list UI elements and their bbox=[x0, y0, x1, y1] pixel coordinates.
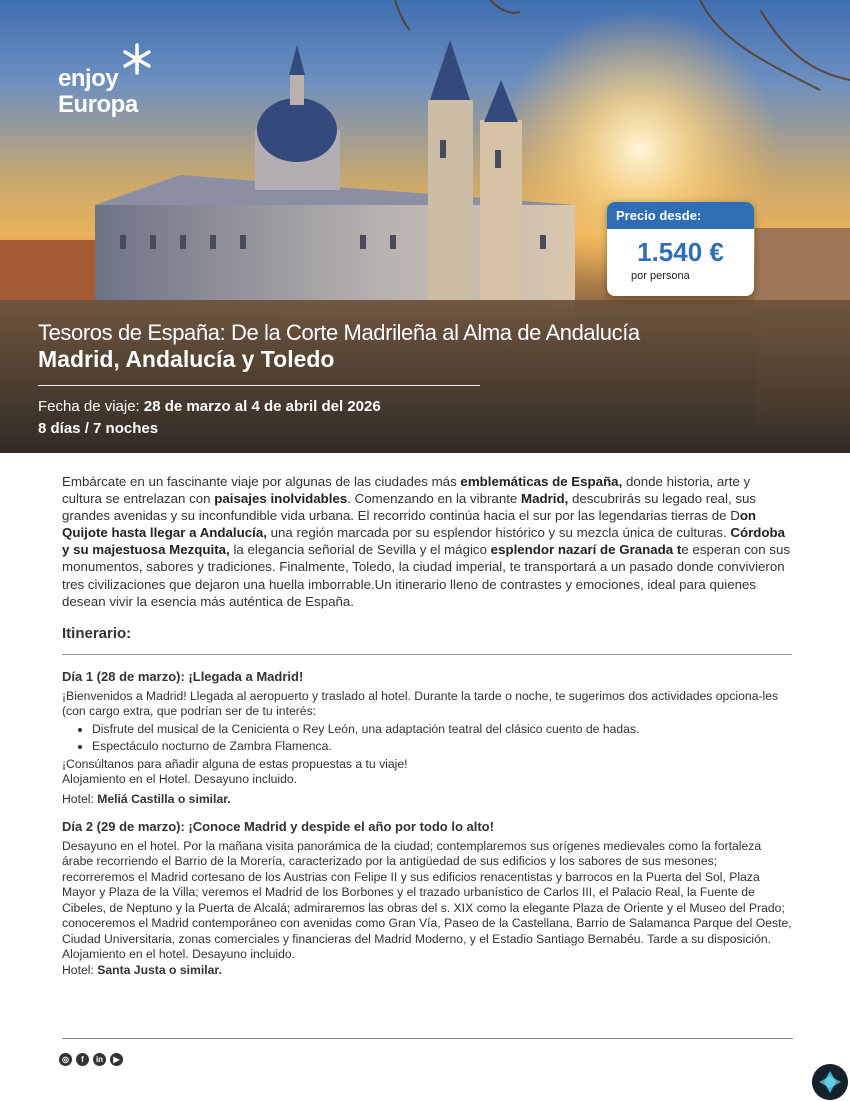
day-1-text: ¡Bienvenidos a Madrid! Llegada al aeropuerto y traslado al hotel. Durante la tarde o noche, te sugerimos dos actividades opciona-les (con cargo extra, que podrían ser de tu interés: bbox=[62, 688, 779, 718]
intro-paragraph bbox=[62, 473, 792, 610]
day-1-hotel bbox=[62, 792, 792, 808]
price-label: Precio desde: bbox=[607, 202, 754, 229]
intro-text: . Comenzando en la vibrante bbox=[347, 491, 522, 507]
hero-banner bbox=[0, 0, 850, 453]
itinerary-divider bbox=[62, 654, 792, 655]
day-2 bbox=[62, 819, 792, 978]
day-2-lodging: Alojamiento en el hotel. Desayuno incluido. bbox=[62, 947, 296, 961]
list-item: • Espectáculo nocturno de Zambra Flamenca. bbox=[92, 739, 792, 755]
price-card bbox=[607, 202, 754, 296]
day-1-lodging: Alojamiento en el Hotel. Desayuno incluido. bbox=[62, 772, 298, 786]
intro-highlight: Córdoba y su majestuosa Mezquita, bbox=[62, 525, 786, 558]
travel-date-label: Fecha de viaje: bbox=[38, 398, 144, 415]
day-1 bbox=[62, 669, 792, 807]
price-per-person: por persona bbox=[631, 270, 690, 282]
intro-text: Embárcate en un fascinante viaje por algunas de las ciudades más bbox=[62, 474, 461, 489]
trip-duration: 8 días / 7 noches bbox=[38, 420, 159, 437]
enjoy-europa-logo bbox=[58, 66, 138, 118]
app-badge-icon[interactable] bbox=[812, 1064, 848, 1100]
day-2-hotel bbox=[62, 963, 792, 979]
intro-text: descubrirás su legado real, sus grandes avenidas y su inconfundible vida urbana. El recorrido continúa hacia el sur por las legendarias tierras de D bbox=[62, 491, 757, 524]
travel-date-value: 28 de marzo al 4 de abril del 2026 bbox=[143, 398, 381, 415]
intro-text: donde historia, arte y cultura se entrelazan con bbox=[62, 474, 751, 507]
intro-highlight: esplendor nazarí de Granada t bbox=[490, 542, 682, 558]
instagram-icon[interactable]: ◎ bbox=[59, 1053, 72, 1066]
youtube-icon[interactable]: ▶ bbox=[110, 1053, 123, 1066]
facebook-icon[interactable]: f bbox=[76, 1053, 89, 1066]
day-2-title: Día 2 (29 de marzo): ¡Conoce Madrid y despide el año por todo lo alto! bbox=[62, 819, 494, 834]
day-2-text: Desayuno en el hotel. Por la mañana visita panorámica de la ciudad; contemplaremos sus orígenes medievales como la fortaleza árabe recorriendo el Barrio de la Morería, caracterizado por la antigüedad de sus edificios y los sabores de sus mesones; recorreremos el Madrid cortesano de los Austrias con Felipe II y sus edificios renacentistas y barrocos en la Puerta del Sol, Plaza Mayor y Plaza de la Villa; veremos el Madrid de los Borbones y el trazado urbanístico de Carlos III, el Palacio Real, la Fuente de Cibeles, de Neptuno y la Puerta de Alcalá; admiraremos las obras del s. XIX como la elegante Plaza de Oriente y el Museo del Prado; conoceremos el Madrid contemporáneo con avenidas como Gran Vía, Paseo de la Castellana, Barrio de Salamanca Parque del Oeste, Ciudad Universitaria, zonas comerciales y financieras del Madrid Moderno, y el Estadio Santiago Bernabéu. Tarde a su disposición. bbox=[62, 838, 792, 946]
day-1-hotel-name: Meliá Castilla o similar. bbox=[97, 791, 231, 806]
travel-date bbox=[38, 398, 381, 415]
intro-text: la elegancia señorial de Sevilla y el mágico bbox=[229, 542, 491, 558]
intro-highlight: Madrid, bbox=[521, 491, 569, 507]
intro-highlight: emblemáticas de España, bbox=[460, 474, 623, 489]
price-value: 1.540 € bbox=[637, 237, 724, 267]
intro-text: una región marcada por su esplendor histórico y su mezcla única de culturas. bbox=[266, 525, 731, 541]
trip-title: Tesoros de España: De la Corte Madrileña al Alma de Andalucía bbox=[38, 320, 640, 345]
asterisk-logo-icon bbox=[120, 42, 154, 76]
footer-divider bbox=[62, 1038, 793, 1039]
hero-divider bbox=[38, 385, 480, 386]
day-1-hotel-label: Hotel: bbox=[62, 791, 98, 806]
list-item: • Disfrute del musical de la Cenicienta o Rey León, una adaptación teatral del clásico cuento de hadas. bbox=[92, 722, 792, 738]
intro-text: e esperan con sus monumentos, sabores y tradiciones. Finalmente, Toledo, la ciudad imperial, te transportará a un pasado donde convivieron tres civilizaciones que dejaron una huella imborrable.Un itinerario lleno de contrastes y emociones, ideal para quienes desean vivir la esencia más auténtica de España. bbox=[62, 542, 790, 609]
day-2-hotel-label: Hotel: bbox=[62, 962, 98, 977]
day-1-note: ¡Consúltanos para añadir alguna de estas propuestas a tu viaje! bbox=[62, 756, 408, 771]
social-links bbox=[59, 1053, 123, 1066]
logo-line2: Europa bbox=[58, 91, 138, 118]
logo-line1: enjoy bbox=[58, 65, 119, 92]
trip-subtitle: Madrid, Andalucía y Toledo bbox=[38, 346, 335, 372]
intro-highlight: on Quijote hasta llegar a Andalucía, bbox=[62, 508, 757, 541]
day-2-hotel-name: Santa Justa o similar. bbox=[97, 962, 222, 977]
itinerary-heading: Itinerario: bbox=[62, 625, 132, 642]
intro-highlight: paisajes inolvidables bbox=[214, 491, 348, 507]
linkedin-icon[interactable]: in bbox=[93, 1053, 106, 1066]
day-1-title: Día 1 (28 de marzo): ¡Llegada a Madrid! bbox=[62, 669, 304, 684]
day-1-options bbox=[62, 722, 792, 755]
